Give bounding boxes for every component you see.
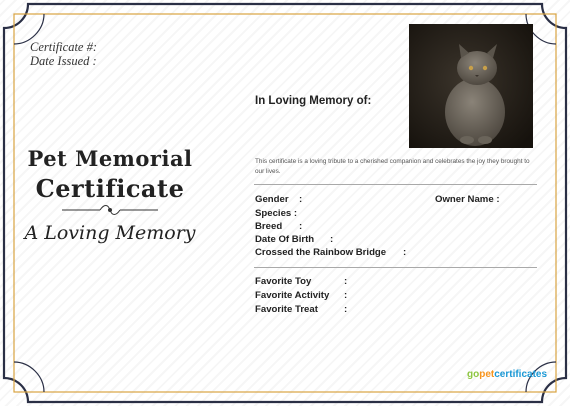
cat-photo-icon — [409, 24, 533, 148]
certificate-title-line2: Certificate — [35, 174, 185, 203]
owner-name-label: Owner Name : — [435, 194, 500, 205]
gender-label: Gender — [255, 194, 289, 205]
gender-colon: : — [299, 194, 303, 205]
field-gender — [255, 194, 289, 205]
date-issued-label: Date Issued : — [30, 54, 97, 68]
breed-label: Breed — [255, 221, 283, 232]
certificate-title-line1: Pet Memorial — [27, 146, 193, 171]
certificate-description: This certificate is a loving tribute to a cherished companion and celebrates the joy they brought to our lives. — [255, 158, 530, 175]
divider-top — [254, 184, 537, 185]
logo-certificates: certificates — [494, 369, 548, 380]
favorite-treat-label: Favorite Treat — [255, 304, 318, 315]
date-of-birth-colon: : — [330, 234, 334, 245]
favorite-toy-colon: : — [344, 276, 348, 287]
rainbow-bridge-label: Crossed the Rainbow Bridge — [255, 247, 387, 258]
divider-bottom — [254, 267, 537, 268]
certificate-meta — [30, 40, 97, 68]
species-label: Species : — [255, 208, 298, 219]
title-ornament — [62, 206, 158, 215]
logo-pet: pet — [479, 369, 495, 380]
favorite-activity-colon: : — [344, 290, 348, 301]
favorite-treat-colon: : — [344, 304, 348, 315]
gopetcertificates-logo — [467, 369, 547, 380]
in-memory-label: In Loving Memory of: — [255, 95, 372, 107]
favorite-activity-label: Favorite Activity — [255, 290, 330, 301]
date-of-birth-label: Date Of Birth — [255, 234, 315, 245]
pet-photo — [409, 24, 533, 148]
rainbow-bridge-colon: : — [403, 247, 407, 258]
certificate-subtitle: A Loving Memory — [24, 222, 196, 244]
favorite-toy-label: Favorite Toy — [255, 276, 312, 287]
breed-colon: : — [299, 221, 303, 232]
logo-go: go — [467, 369, 480, 380]
certificate-number-label: Certificate #: — [30, 40, 97, 54]
